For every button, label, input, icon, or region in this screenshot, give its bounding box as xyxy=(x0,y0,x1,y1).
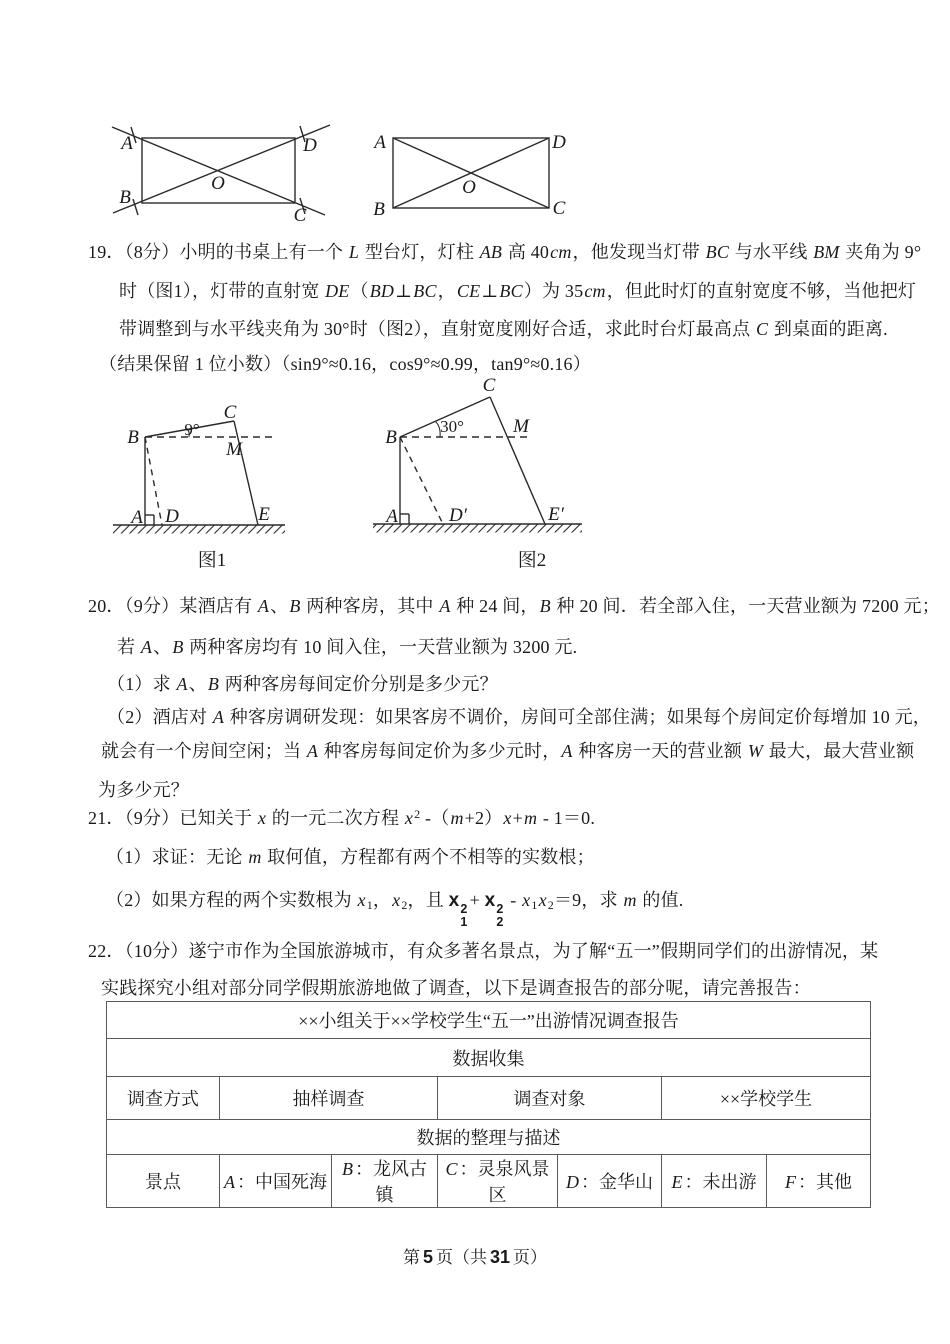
figure1-caption: 图1 xyxy=(197,550,227,571)
vertex-label-a: A xyxy=(386,506,398,527)
q20-line1: 20．（9分）某酒店有 A、B 两种客房，其中 A 种 24 间，B 种 20 间．若全部入住，一天营业额为 7200 元； xyxy=(88,596,940,616)
q20-line6: 为多少元？ xyxy=(98,780,189,800)
q21-item1: （1）求证：无论 m 取何值，方程都有两个不相等的实数根； xyxy=(106,847,595,867)
angle-label-30: 30° xyxy=(440,417,464,436)
q20-line5: 就会有一个房间空闲；当 A 种客房每间定价为多少元时，A 种客房一天的营业额 W 最大，最大营业额 xyxy=(101,741,915,761)
cell-option-f: F ：其他 xyxy=(767,1155,871,1208)
vertex-label-e: E xyxy=(258,504,270,525)
q19-line4: （结果保留 1 位小数）（sin9°≈0.16，cos9°≈0.99，tan9°≈0.16） xyxy=(99,354,591,374)
vertex-label-m: M xyxy=(226,439,242,460)
figure2-caption: 图2 xyxy=(517,550,547,571)
q21-item2: （2）如果方程的两个实数根为 $x_1$，$x_2$，且 x 2 1 + x 2 2 - $x_1x_2=9$，求 m 的值. xyxy=(106,890,684,929)
vertex-label-c: C xyxy=(223,402,237,423)
light-ray-bd-dashed xyxy=(400,437,443,524)
table-row xyxy=(107,1077,871,1120)
vertex-label-e-prime: E′ xyxy=(548,504,564,525)
section-data-description: 数据的整理与描述 xyxy=(107,1120,871,1155)
vertex-label-d: D xyxy=(165,506,179,527)
cell-survey-target-value: ××学校学生 xyxy=(662,1077,871,1120)
rect-figure-right xyxy=(372,132,566,220)
vertex-label-m: M xyxy=(513,416,529,437)
survey-report-table xyxy=(106,1001,871,1208)
q19-line3: 带调整到与水平线夹角为 30°时（图2），直射宽度刚好合适，求此时台灯最高点 C 到桌面的距离. xyxy=(119,319,888,339)
cell-survey-method-value: 抽样调查 xyxy=(220,1077,438,1120)
cell-option-b: B ：龙风古镇 xyxy=(332,1155,438,1208)
lamp-figure-2 xyxy=(373,375,582,571)
center-label-o: O xyxy=(211,173,225,194)
vertex-label-a: A xyxy=(131,507,143,528)
cell-option-e: E ：未出游 xyxy=(662,1155,767,1208)
vertex-label-d: D xyxy=(552,132,566,153)
cell-option-a: A ：中国死海 xyxy=(220,1155,332,1208)
vertex-label-b: B xyxy=(119,187,131,208)
cell-survey-target-label: 调查对象 xyxy=(438,1077,662,1120)
rectangle-diagonals-figure xyxy=(100,105,600,235)
q21-line1: 21．（9分）已知关于 x 的一元二次方程 $x^2$ -（m+2）x+m - 1＝0. xyxy=(88,807,596,828)
vertex-label-b: B xyxy=(385,427,397,448)
q19-line2: 时（图1），灯带的直射宽 DE（BD⊥BC，CE⊥BC）为 35cm，但此时灯的直射宽度不够，当他把灯 xyxy=(119,281,917,301)
cell-scenic-spot-label: 景点 xyxy=(107,1155,220,1208)
report-title: ××小组关于××学校学生“五一”出游情况调查报告 xyxy=(107,1002,871,1039)
table-row xyxy=(107,1002,871,1039)
vertex-label-c: C xyxy=(482,375,496,396)
section-data-collection: 数据收集 xyxy=(107,1039,871,1077)
vertex-label-c: C xyxy=(293,205,307,226)
cell-option-d: D ：金华山 xyxy=(558,1155,662,1208)
table-row xyxy=(107,1155,871,1208)
q20-item2: （2）酒店对 A 种客房调研发现：如果客房不调价，房间可全部住满；如果每个房间定价每增加 10 元， xyxy=(107,707,932,727)
page-number-footer: 第 5 页（共 31 页） xyxy=(402,1247,548,1267)
q20-line2: 若 A、B 两种客房均有 10 间入住，一天营业额为 3200 元. xyxy=(117,637,578,657)
vertex-label-a: A xyxy=(121,133,133,154)
cell-option-c: C ：灵泉风景区 xyxy=(438,1155,558,1208)
vertex-label-d: D xyxy=(303,135,317,156)
vertex-label-c: C xyxy=(552,198,566,219)
q22-line1: 22．（10分）遂宁市作为全国旅游城市，有众多著名景点，为了解“五一”假期同学们的出游情况，某 xyxy=(88,941,879,961)
light-ray-bd-dashed xyxy=(145,437,162,525)
center-label-o: O xyxy=(462,177,476,198)
q19-line1: 19．（8分）小明的书桌上有一个 L 型台灯，灯柱 AB 高 40cm，他发现当灯带 BC 与水平线 BM 夹角为 9° xyxy=(88,242,922,262)
lamp-figures xyxy=(100,375,620,575)
angle-label-9: 9° xyxy=(184,420,200,439)
cell-survey-method-label: 调查方式 xyxy=(107,1077,220,1120)
vertex-label-a: A xyxy=(374,132,386,153)
vertex-label-d-prime: D′ xyxy=(449,505,467,526)
ground-hatching xyxy=(373,525,582,533)
rect-figure-left xyxy=(112,125,330,226)
vertex-label-b: B xyxy=(373,199,385,220)
table-row xyxy=(107,1039,871,1077)
table-row xyxy=(107,1120,871,1155)
q22-line2: 实践探究小组对部分同学假期旅游地做了调查，以下是调查报告的部分呢，请完善报告： xyxy=(101,978,811,998)
q20-item1: （1）求 A、B 两种客房每间定价分别是多少元？ xyxy=(107,674,498,694)
vertex-label-b: B xyxy=(127,427,139,448)
lamp-figure-1 xyxy=(113,402,285,571)
tick-mark-b xyxy=(133,199,138,215)
